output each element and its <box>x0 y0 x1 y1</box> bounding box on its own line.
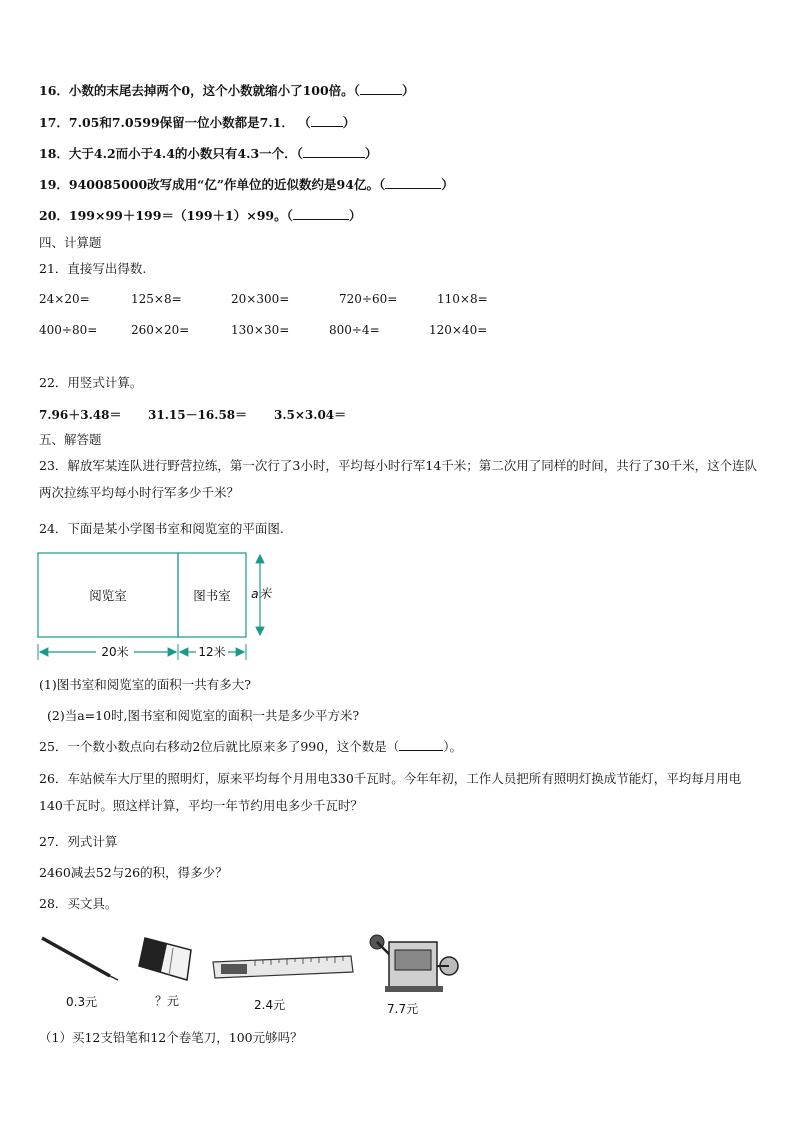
paren-close: ） <box>348 208 362 223</box>
paren-close: ） <box>364 146 378 161</box>
reading-room-label: 阅览室 <box>89 588 127 603</box>
answer-blank[interactable] <box>385 177 441 189</box>
question-27-body: 2460减去52与26的积，得多少？ <box>39 865 228 880</box>
paren-close: ） <box>441 177 454 192</box>
question-19 <box>39 177 454 193</box>
vertical-calc-item: 31.15－16.58＝ <box>148 408 248 422</box>
question-24: 24．下面是某小学图书室和阅览室的平面图. <box>39 521 284 536</box>
eraser-icon <box>133 936 199 984</box>
oral-calc-item: 800÷4= <box>329 323 380 337</box>
oral-calc-item: 20×300= <box>231 292 290 306</box>
eraser-price: ？元 <box>155 994 180 1008</box>
question-text: 19．940085000改写成用“亿”作单位的近似数约是94亿。（ <box>39 177 386 192</box>
question-text: 17．7.05和7.0599保留一位小数都是7.1． （ <box>39 115 311 130</box>
pencil-sharpener-icon <box>367 930 463 996</box>
paren-close: ）。 <box>443 739 462 754</box>
question-24-part-2: (2)当a=10时,图书室和阅览室的面积一共是多少平方米? <box>47 708 360 723</box>
ruler-icon <box>211 954 355 980</box>
question-16 <box>39 83 414 99</box>
question-text: 16．小数的末尾去掉两个0，这个小数就缩小了100倍。（ <box>39 83 360 98</box>
vertical-calc-item: 3.5×3.04＝ <box>274 408 347 422</box>
question-17 <box>39 115 355 131</box>
oral-calc-item: 130×30= <box>231 323 290 337</box>
question-20 <box>39 208 361 224</box>
question-28: 28．买文具。 <box>39 896 118 911</box>
question-text: 18．大于4.2而小于4.4的小数只有4.3一个．（ <box>39 146 303 161</box>
oral-calc-item: 24×20= <box>39 292 90 306</box>
height-label: a米 <box>251 586 272 601</box>
question-21: 21．直接写出得数. <box>39 261 147 276</box>
oral-calc-item: 110×8= <box>437 292 488 306</box>
pencil-icon <box>40 936 120 982</box>
oral-calc-item: 400÷80= <box>39 323 98 337</box>
question-28-part-1: （1）买12支铅笔和12个卷笔刀，100元够吗？ <box>39 1030 303 1045</box>
oral-calc-item: 720÷60= <box>339 292 398 306</box>
question-23: 23．解放军某连队进行野营拉练，第一次行了3小时，平均每小时行军14千米；第二次用了同样的时间，共行了30千米，这个连队两次拉练平均每小时行军多少千米？ <box>39 458 758 500</box>
width2-label: 12米 <box>198 645 226 659</box>
answer-blank[interactable] <box>293 208 349 220</box>
vertical-calc-item: 7.96＋3.48＝ <box>39 408 122 422</box>
oral-calc-item: 260×20= <box>131 323 190 337</box>
oral-calc-item: 120×40= <box>429 323 488 337</box>
answer-blank[interactable] <box>311 115 343 127</box>
question-25 <box>39 739 462 755</box>
question-text: 25．一个数小数点向右移动2位后就比原来多了990，这个数是（ <box>39 739 400 754</box>
width1-label: 20米 <box>101 645 129 659</box>
answer-blank[interactable] <box>360 83 402 95</box>
oral-calc-item: 125×8= <box>131 292 182 306</box>
question-24-part-1: (1)图书室和阅览室的面积一共有多大? <box>39 677 251 692</box>
floor-plan-diagram <box>30 546 290 666</box>
question-27: 27．列式计算 <box>39 834 118 849</box>
pencil-price: 0.3元 <box>66 995 98 1009</box>
question-18 <box>39 146 377 162</box>
answer-blank[interactable] <box>303 146 365 158</box>
question-26: 26．车站候车大厅里的照明灯，原来平均每个月用电330千瓦时。今年年初，工作人员把所有照明灯换成节能灯，平均每月用电140千瓦时。照这样计算，平均一年节约用电多少千瓦时？ <box>39 771 742 813</box>
question-text: 20．199×99＋199＝（199＋1）×99。（ <box>39 208 293 223</box>
paren-close: ） <box>401 83 415 98</box>
ruler-price: 2.4元 <box>254 998 286 1012</box>
section-heading-solve: 五、解答题 <box>39 432 102 447</box>
answer-blank[interactable] <box>399 739 443 751</box>
paren-close: ） <box>342 115 356 130</box>
question-22: 22．用竖式计算。 <box>39 375 143 390</box>
library-room-label: 图书室 <box>193 588 231 603</box>
sharpener-price: 7.7元 <box>387 1002 419 1016</box>
section-heading-calc: 四、计算题 <box>39 235 102 250</box>
